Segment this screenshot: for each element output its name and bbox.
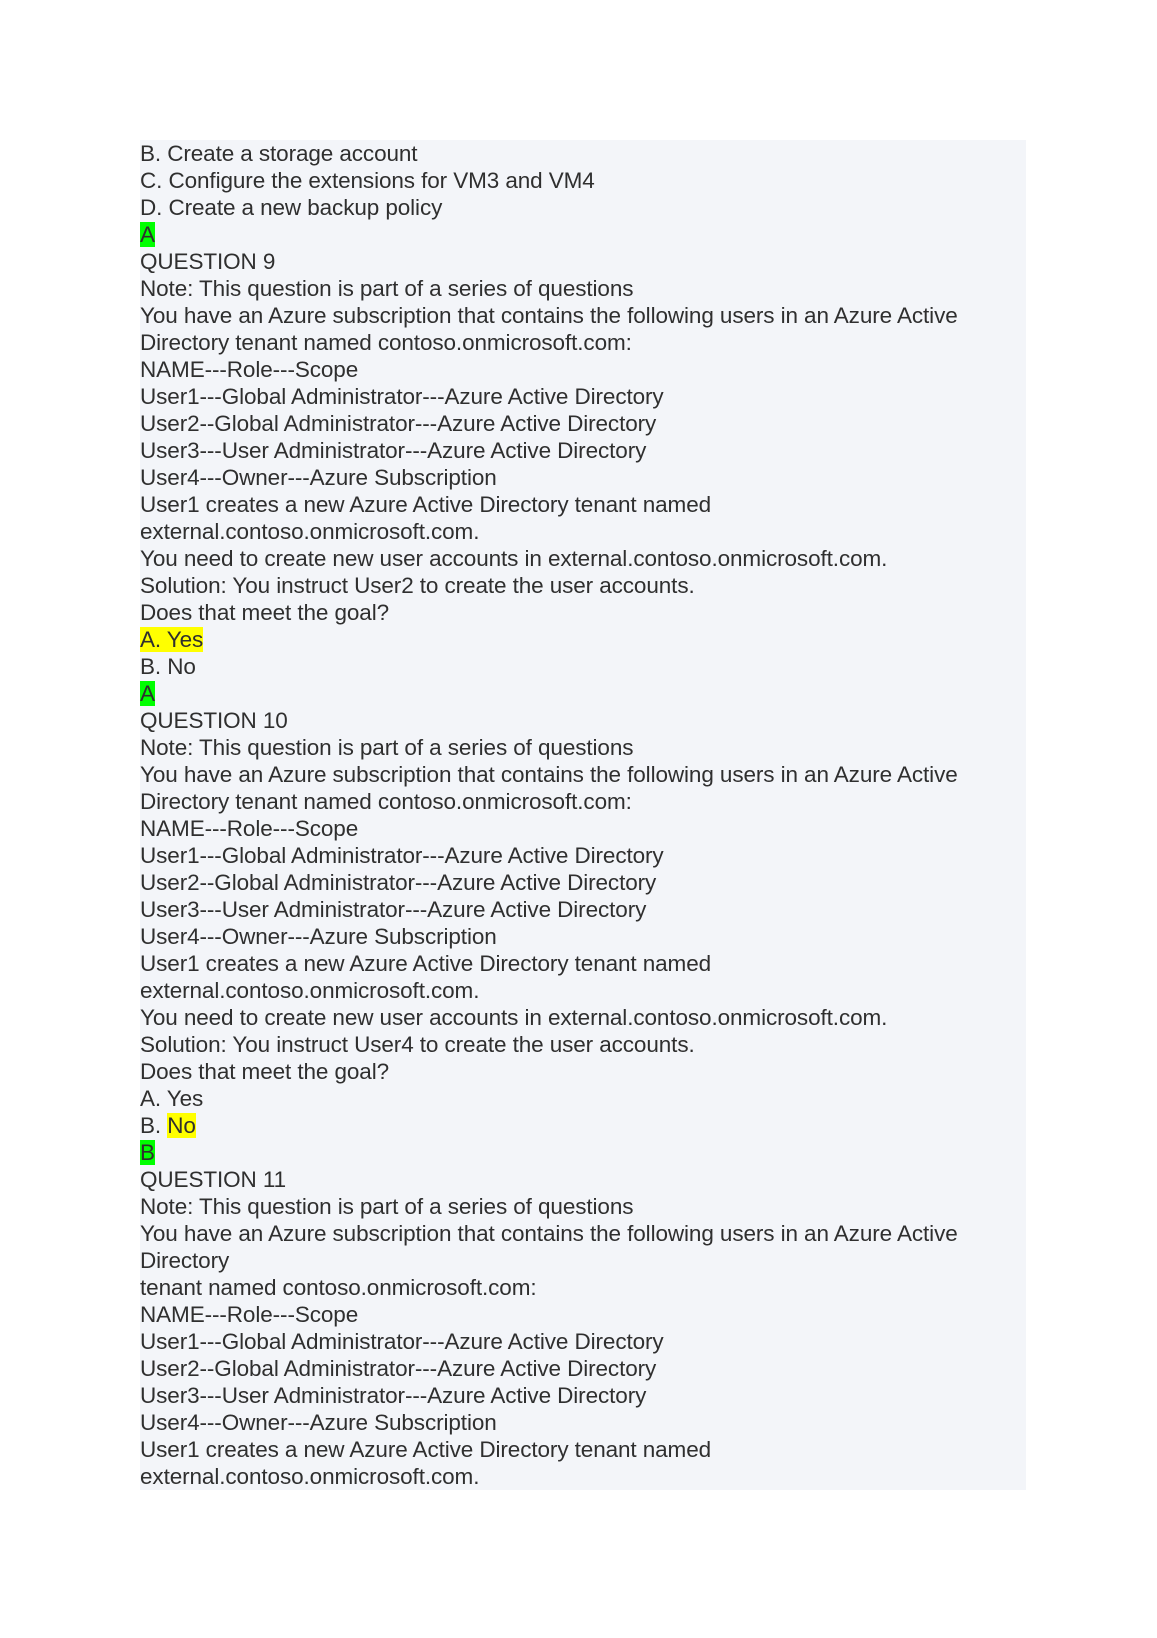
document-body — [140, 140, 1026, 1490]
q10-table-row: User3---User Administrator---Azure Active Directory — [140, 897, 647, 922]
q9-solution: Solution: You instruct User2 to create the user accounts. — [140, 573, 695, 598]
q10-need: You need to create new user accounts in external.contoso.onmicrosoft.com. — [140, 1005, 888, 1030]
q11-title: QUESTION 11 — [140, 1167, 287, 1192]
q9-table-row: User2--Global Administrator---Azure Active Directory — [140, 411, 657, 436]
q10-goal: Does that meet the goal? — [140, 1059, 390, 1084]
q9-table-row: User1---Global Administrator---Azure Active Directory — [140, 384, 664, 409]
q10-intro-2: Directory tenant named contoso.onmicrosoft.com: — [140, 789, 632, 814]
q11-table-row: User4---Owner---Azure Subscription — [140, 1410, 497, 1435]
q11-creates-1: User1 creates a new Azure Active Directory tenant named — [140, 1437, 712, 1462]
q10-option-a: A. Yes — [140, 1086, 204, 1111]
q10-answer-line — [140, 1139, 1026, 1166]
q10-note: Note: This question is part of a series of questions — [140, 735, 634, 760]
q10-answer: B — [140, 1140, 155, 1165]
q8-option-d: D. Create a new backup policy — [140, 195, 443, 220]
q9-table-row: User4---Owner---Azure Subscription — [140, 465, 497, 490]
q11-intro-2: Directory — [140, 1248, 230, 1273]
q10-option-b: No — [167, 1113, 196, 1138]
q9-intro-1: You have an Azure subscription that contains the following users in an Azure Active — [140, 303, 958, 328]
q10-creates-1: User1 creates a new Azure Active Directory tenant named — [140, 951, 712, 976]
q10-option-b-line — [140, 1112, 1026, 1139]
q9-creates-1: User1 creates a new Azure Active Directory tenant named — [140, 492, 712, 517]
q10-intro-1: You have an Azure subscription that contains the following users in an Azure Active — [140, 762, 958, 787]
q9-answer: A — [140, 681, 155, 706]
q8-answer: A — [140, 222, 155, 247]
q8-answer-line — [140, 221, 1026, 248]
q9-table-row: User3---User Administrator---Azure Active Directory — [140, 438, 647, 463]
q10-title: QUESTION 10 — [140, 708, 288, 733]
q9-option-b: B. No — [140, 654, 196, 679]
q8-option-b: B. Create a storage account — [140, 141, 418, 166]
q9-option-a-line — [140, 626, 1026, 653]
q11-intro-1: You have an Azure subscription that contains the following users in an Azure Active — [140, 1221, 958, 1246]
q11-table-header: NAME---Role---Scope — [140, 1302, 359, 1327]
q9-note: Note: This question is part of a series of questions — [140, 276, 634, 301]
q9-intro-2: Directory tenant named contoso.onmicrosoft.com: — [140, 330, 632, 355]
q10-creates-2: external.contoso.onmicrosoft.com. — [140, 978, 480, 1003]
q11-table-row: User3---User Administrator---Azure Active Directory — [140, 1383, 647, 1408]
q9-goal: Does that meet the goal? — [140, 600, 390, 625]
q9-need: You need to create new user accounts in external.contoso.onmicrosoft.com. — [140, 546, 888, 571]
q10-option-b-prefix: B. — [140, 1113, 168, 1138]
q9-option-a: A. Yes — [140, 627, 204, 652]
q9-creates-2: external.contoso.onmicrosoft.com. — [140, 519, 480, 544]
q10-solution: Solution: You instruct User4 to create the user accounts. — [140, 1032, 695, 1057]
q8-option-c: C. Configure the extensions for VM3 and VM4 — [140, 168, 595, 193]
q10-table-header: NAME---Role---Scope — [140, 816, 359, 841]
q9-answer-line — [140, 680, 1026, 707]
q11-table-row: User1---Global Administrator---Azure Active Directory — [140, 1329, 664, 1354]
q9-table-header: NAME---Role---Scope — [140, 357, 359, 382]
q10-table-row: User2--Global Administrator---Azure Active Directory — [140, 870, 657, 895]
q9-title: QUESTION 9 — [140, 249, 276, 274]
q10-table-row: User1---Global Administrator---Azure Active Directory — [140, 843, 664, 868]
q10-table-row: User4---Owner---Azure Subscription — [140, 924, 497, 949]
q11-intro-3: tenant named contoso.onmicrosoft.com: — [140, 1275, 537, 1300]
q11-table-row: User2--Global Administrator---Azure Active Directory — [140, 1356, 657, 1381]
q11-note: Note: This question is part of a series of questions — [140, 1194, 634, 1219]
q11-creates-2: external.contoso.onmicrosoft.com. — [140, 1464, 480, 1489]
